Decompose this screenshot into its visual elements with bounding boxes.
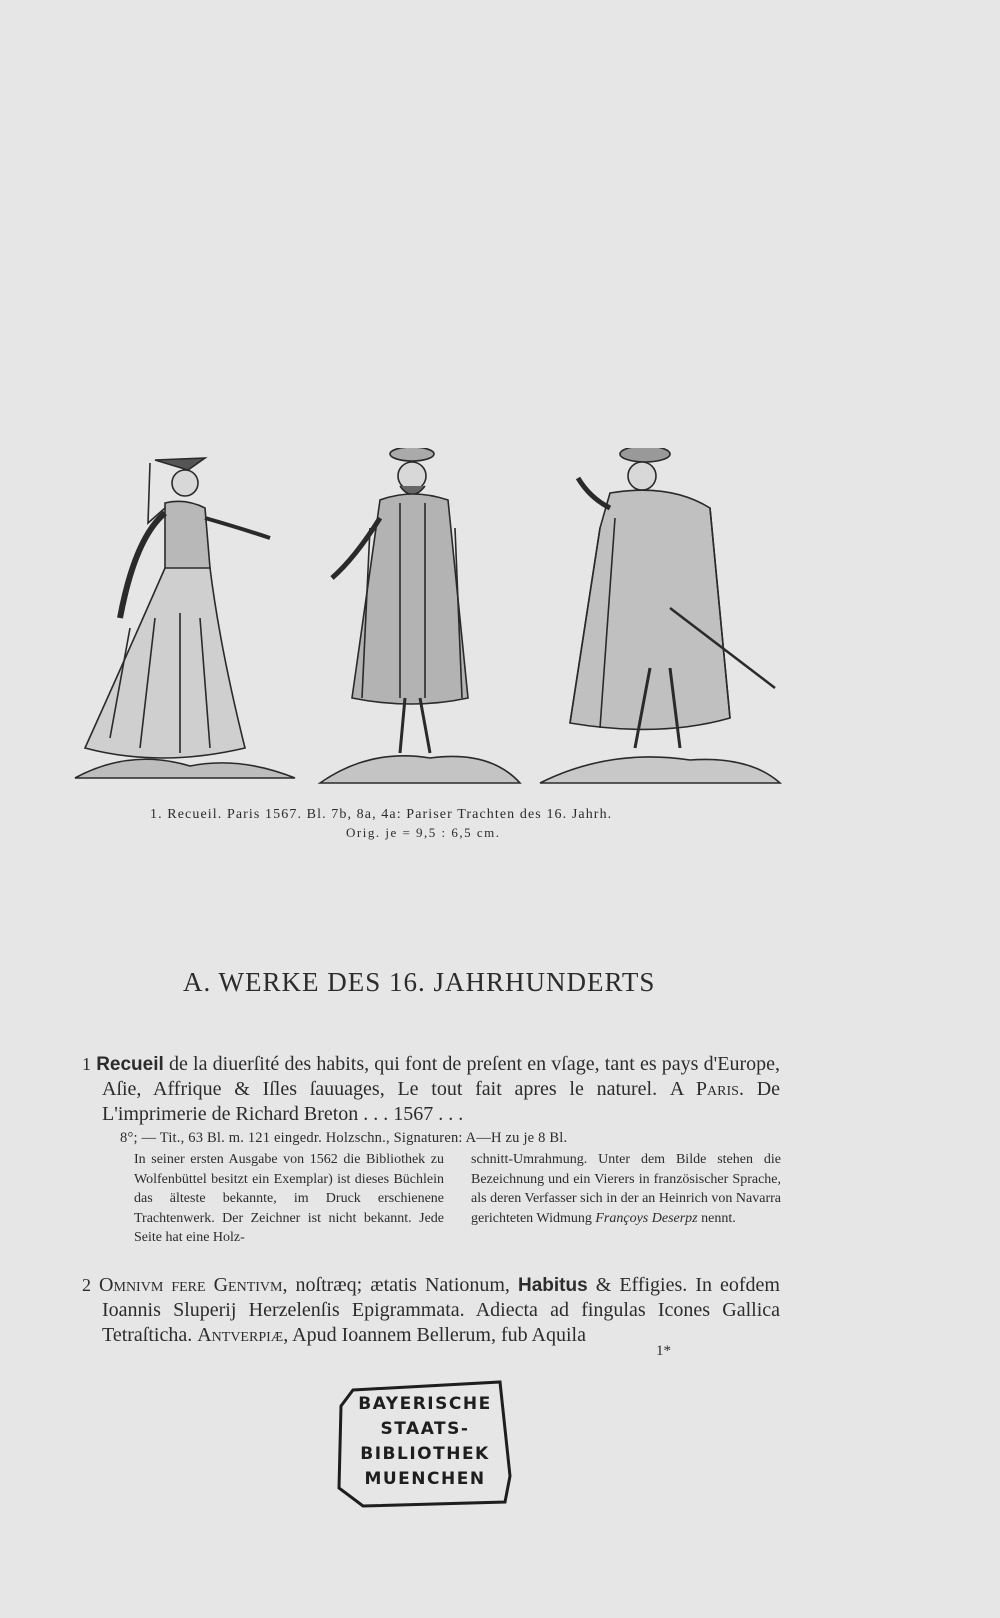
- section-heading: A. WERKE DES 16. JAHRHUNDERTS: [183, 967, 656, 997]
- three-costume-figures: [70, 448, 790, 798]
- entry-title-bold: Habitus: [517, 1275, 588, 1296]
- entry-number: 1: [82, 1054, 91, 1074]
- note-right-end: nennt.: [701, 1210, 736, 1226]
- woodcut-illustration: [70, 448, 790, 798]
- note-right-text: schnitt-Umrahmung. Unter dem Bilde stehen die Bezeichnung und ein Vierers in französischer Sprache, als deren Verfasser sich in der an Heinrich von Navarra gerichteten Widmung: [471, 1152, 781, 1226]
- entry-text: Apud Ioannem Bellerum, fub Aquila: [292, 1324, 586, 1346]
- note-right-author: Françoys Deserpz: [595, 1210, 698, 1226]
- figure-caption-line2: Orig. je = 9,5 : 6,5 cm.: [346, 825, 501, 840]
- library-stamp: [335, 1376, 515, 1510]
- entry-2: [62, 1273, 780, 1348]
- entry-title-smallcaps: Omnivm fere Gentivm,: [99, 1274, 288, 1296]
- signature-mark: 1*: [656, 1343, 671, 1359]
- entry-collation: 8°; — Tit., 63 Bl. m. 121 eingedr. Holzschn., Signaturen: A—H zu je 8 Bl.: [120, 1130, 568, 1146]
- entry-note-left: In seiner ersten Ausgabe von 1562 die Bibliothek zu Wolfenbüttel besitzt ein Exemplar) ist dieses Büchlein das älteste bekannte, im Druck erschienene Trachtenwerk. Der Zeichner ist nicht bekannt. Jede Seite hat eine Holz-: [134, 1152, 444, 1245]
- entry-text: & Effigies. In eofdem Ioannis Sluperij Herzelenſis Epigrammata. Adiecta ad fingulas Icones Gallica Tetraſticha.: [102, 1274, 780, 1346]
- entry-1: [62, 1052, 780, 1127]
- entry-note-right: [471, 1150, 781, 1228]
- stamp-line: STAATS-: [380, 1419, 470, 1439]
- entry-place: A Paris.: [669, 1078, 744, 1100]
- stamp-line: BAYERISCHE: [358, 1394, 492, 1414]
- entry-imprint: De L'imprimerie de Richard Breton . . . 1567 . . .: [102, 1078, 781, 1125]
- entry-number: 2: [82, 1275, 91, 1295]
- entry-title-bold: Recueil: [96, 1054, 164, 1075]
- entry-text: noſtræq; ætatis Nationum,: [295, 1274, 510, 1296]
- stamp-line: BIBLIOTHEK: [360, 1444, 490, 1464]
- stamp-line: MUENCHEN: [364, 1469, 486, 1489]
- entry-place: Antverpiæ,: [197, 1324, 289, 1346]
- figure-caption-line1: 1. Recueil. Paris 1567. Bl. 7b, 8a, 4a: Pariser Trachten des 16. Jahrh.: [150, 807, 613, 822]
- entry-title: de la diuerſité des habits, qui font de preſent en vſage, tant es pays d'Europe, Aſie, Affrique & Iſles ſauuages, Le tout fait apres le naturel.: [102, 1053, 780, 1100]
